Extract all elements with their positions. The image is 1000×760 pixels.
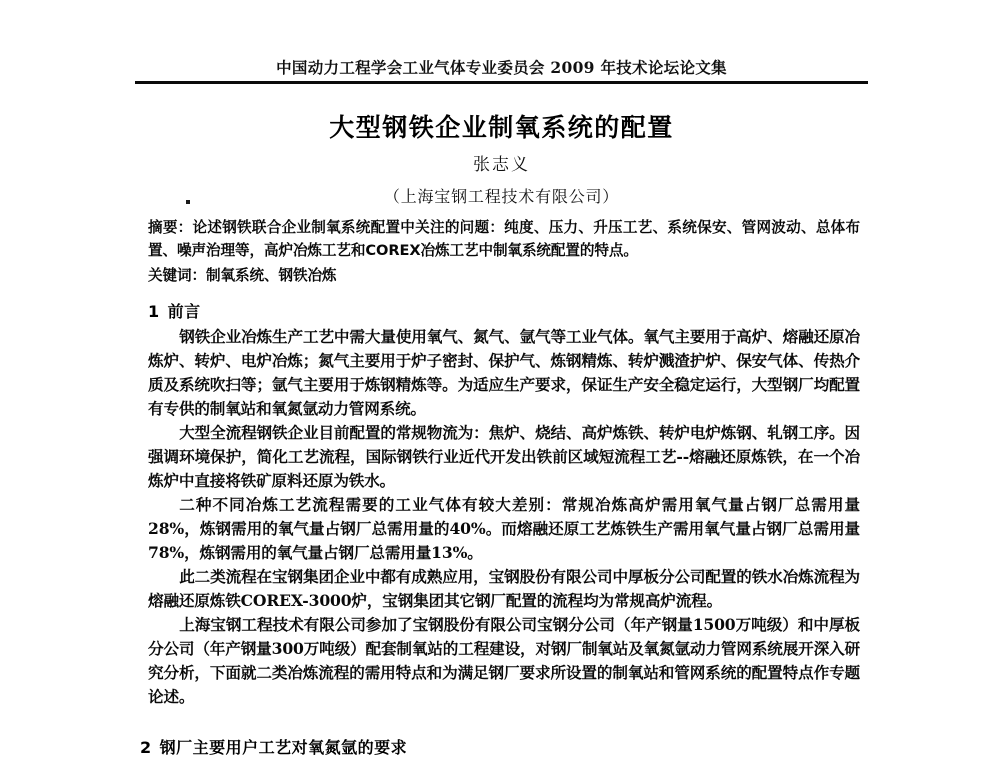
keywords-paragraph bbox=[148, 264, 860, 287]
page-title: 大型钢铁企业制氧系统的配置 bbox=[329, 113, 674, 142]
paragraph: 二种不同冶炼工艺流程需要的工业气体有较大差别：常规冶炼高炉需用氧气量占钢厂总需用量28%，炼钢需用的氧气量占钢厂总需用量的40%。而熔融还原工艺炼铁生产需用氧气量占钢厂总需用量78%，炼钢需用的氧气量占钢厂总需用量13%。 bbox=[148, 495, 860, 562]
author-affiliation: （上海宝钢工程技术有限公司） bbox=[383, 187, 620, 207]
abstract-label: 摘要： bbox=[148, 219, 193, 236]
abstract-paragraph bbox=[148, 216, 860, 262]
keywords-text: 制氧系统、钢铁冶炼 bbox=[205, 267, 337, 284]
running-header: 中国动力工程学会工业气体专业委员会 2009 年技术论坛论文集 bbox=[276, 58, 727, 77]
keywords-label: 关键词： bbox=[148, 267, 206, 284]
body-block bbox=[148, 300, 860, 709]
section-title-2: 钢厂主要用户工艺对氧氮氩的要求 bbox=[159, 738, 408, 757]
section-heading-1 bbox=[148, 300, 860, 324]
section-number-1: 1 bbox=[148, 302, 160, 321]
paragraph: 上海宝钢工程技术有限公司参加了宝钢股份有限公司宝钢分公司（年产钢量1500万吨级）和中厚板分公司（年产钢量300万吨级）配套制氧站的工程建设，对钢厂制氧站及氧氮氩动力管网系统展开深入研究分析，下面就二类冶炼流程的需用特点和为满足钢厂要求所设置的制氧站和管网系统的配置特点作专题论述。 bbox=[148, 615, 860, 706]
section-title-1: 前言 bbox=[167, 302, 201, 321]
paragraph: 此二类流程在宝钢集团企业中都有成熟应用，宝钢股份有限公司中厚板分公司配置的铁水冶炼流程为熔融还原炼铁COREX-3000炉，宝钢集团其它钢厂配置的流程均为常规高炉流程。 bbox=[148, 567, 860, 610]
abstract-text: 论述钢铁联合企业制氧系统配置中关注的问题：纯度、压力、升压工艺、系统保安、管网波动、总体布置、噪声治理等，高炉冶炼工艺和COREX冶炼工艺中制氧系统配置的特点。 bbox=[148, 219, 860, 259]
section-number-2: 2 bbox=[140, 738, 152, 757]
header-rule bbox=[135, 81, 868, 84]
paragraph: 钢铁企业冶炼生产工艺中需大量使用氧气、氮气、氩气等工业气体。氧气主要用于高炉、熔融还原冶炼炉、转炉、电炉冶炼；氮气主要用于炉子密封、保护气、炼钢精炼、转炉溅渣护炉、保安气体、传热介质及系统吹扫等；氩气主要用于炼钢精炼等。为适应生产要求，保证生产安全稳定运行，大型钢厂均配置有专供的制氧站和氧氮氩动力管网系统。 bbox=[148, 327, 860, 418]
paragraph: 大型全流程钢铁企业目前配置的常规物流为：焦炉、烧结、高炉炼铁、转炉电炉炼钢、轧钢工序。因强调环境保护，简化工艺流程，国际钢铁行业近代开发出铁前区域短流程工艺--熔融还原炼铁，在一个冶炼炉中直接将铁矿原料还原为铁水。 bbox=[148, 423, 860, 490]
title-block bbox=[135, 112, 868, 207]
abstract-block bbox=[148, 216, 860, 287]
section-heading-2 bbox=[140, 735, 407, 758]
author-name: 张志义 bbox=[473, 155, 530, 176]
